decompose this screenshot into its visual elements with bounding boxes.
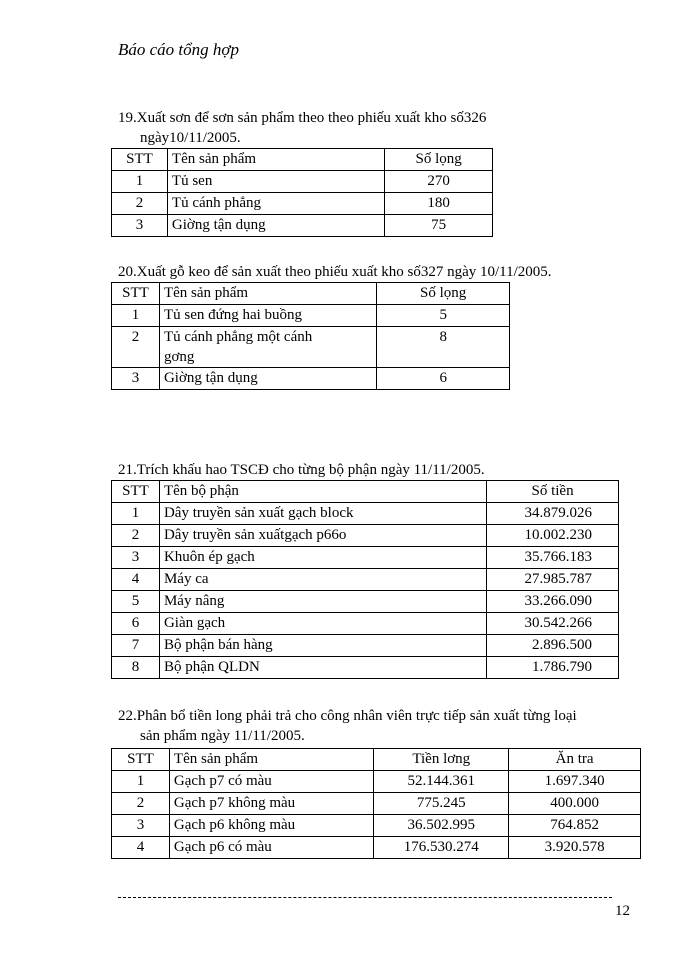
section-21-heading: 21.Trích khấu hao TSCĐ cho từng bộ phận ngày 11/11/2005.	[118, 462, 485, 478]
table-row: 1 Tủ sen 270	[112, 171, 493, 193]
table-header-row: STT Tên bộ phận Số tiền	[112, 481, 619, 503]
table-row: 2 Tủ cánh phẳng một cánh gơng 8	[112, 327, 510, 368]
table-row: 4 Máy ca 27.985.787	[112, 569, 619, 591]
table-row: 3 Giờng tận dụng 75	[112, 215, 493, 237]
table-19	[111, 148, 493, 237]
table-row: 8 Bộ phận QLDN 1.786.790	[112, 657, 619, 679]
table-row: 7 Bộ phận bán hàng 2.896.500	[112, 635, 619, 657]
table-header-row: STT Tên sản phẩm Số lọng	[112, 149, 493, 171]
table-row: 2 Gạch p7 không màu 775.245 400.000	[112, 793, 641, 815]
table-row: 5 Máy nâng 33.266.090	[112, 591, 619, 613]
table-row: 3 Khuôn ép gạch 35.766.183	[112, 547, 619, 569]
table-row: 2 Tủ cánh phẳng 180	[112, 193, 493, 215]
table-20	[111, 282, 510, 390]
page-number: 12	[615, 903, 630, 919]
table-row: 4 Gạch p6 có màu 176.530.274 3.920.578	[112, 837, 641, 859]
table-row: 1 Gạch p7 có màu 52.144.361 1.697.340	[112, 771, 641, 793]
table-row: 6 Giàn gạch 30.542.266	[112, 613, 619, 635]
table-header-row: STT Tên sản phẩm Tiền lơng Ăn tra	[112, 749, 641, 771]
page-header-title: Báo cáo tổng hợp	[118, 40, 239, 59]
table-22	[111, 748, 641, 859]
table-row: 2 Dây truyền sản xuấtgạch p66o 10.002.230	[112, 525, 619, 547]
table-row: 3 Giờng tận dụng 6	[112, 368, 510, 390]
section-19-heading: 19.Xuất sơn để sơn sản phẩm theo theo phiếu xuất kho số326 ngày10/11/2005.	[118, 110, 487, 146]
table-row: 3 Gạch p6 không màu 36.502.995 764.852	[112, 815, 641, 837]
table-21	[111, 480, 619, 679]
table-header-row: STT Tên sản phẩm Số lọng	[112, 283, 510, 305]
section-22-heading: 22.Phân bổ tiền long phải trả cho công nhân viên trực tiếp sản xuất từng loại sản phẩm ngày 11/11/2005.	[118, 708, 577, 744]
footer-divider	[118, 897, 612, 898]
table-row: 1 Tủ sen đứng hai buồng 5	[112, 305, 510, 327]
table-row: 1 Dây truyền sản xuất gạch block 34.879.026	[112, 503, 619, 525]
section-20-heading: 20.Xuất gỗ keo để sản xuất theo phiếu xuất kho số327 ngày 10/11/2005.	[118, 264, 552, 280]
